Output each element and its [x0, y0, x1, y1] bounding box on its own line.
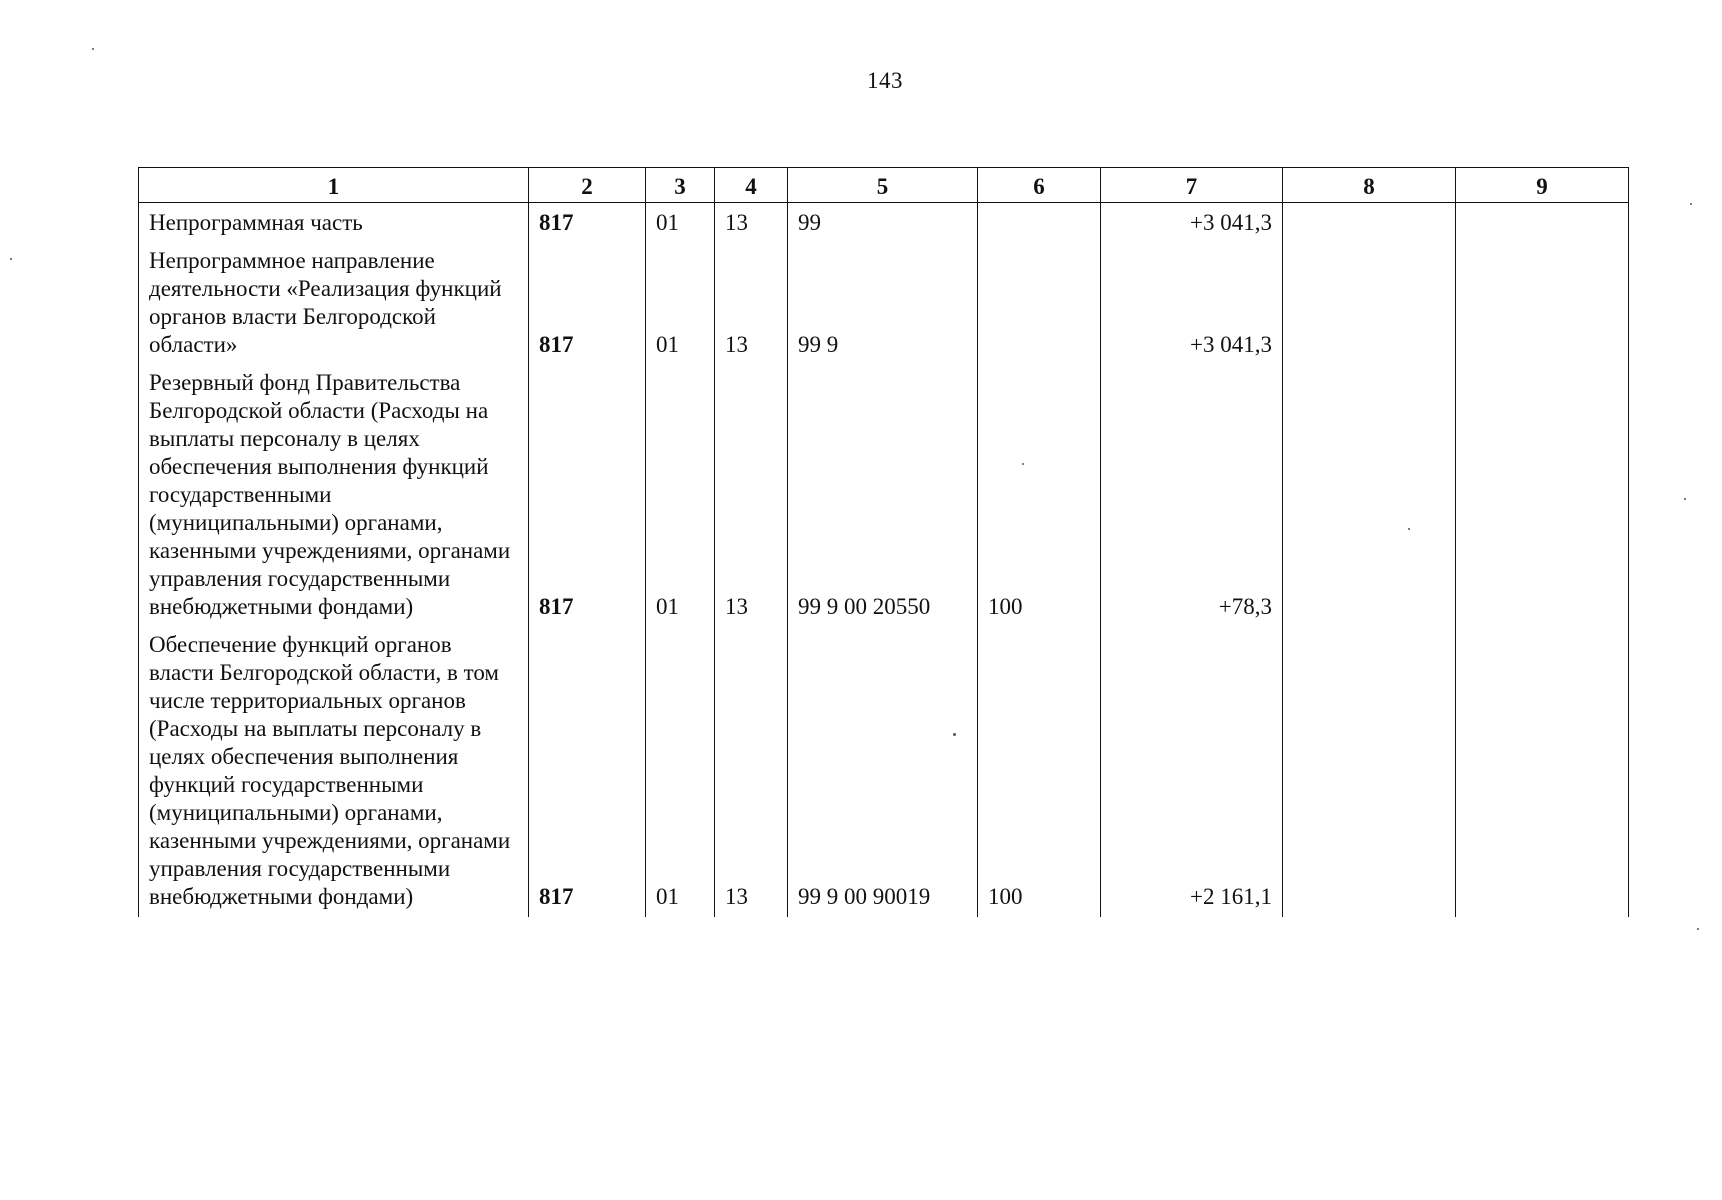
- scan-speck: [92, 48, 94, 50]
- row-name: Обеспечение функций органов власти Белгородской области, в том числе территориальных органов (Расходы на выплаты персоналу в целях обеспечения выполнения функций государственными (муниципальными) органами, казенными учреждениями, органами управления государственными внебюджетными фондами): [139, 627, 529, 917]
- row-section: 01: [646, 365, 715, 627]
- row-code: 817: [529, 365, 646, 627]
- header-col-5: 5: [788, 168, 978, 203]
- header-col-3: 3: [646, 168, 715, 203]
- row-section: 01: [646, 203, 715, 244]
- scan-speck: [1690, 203, 1692, 205]
- page-number: 143: [867, 68, 903, 93]
- row-expense-type: [978, 243, 1101, 365]
- row-code: 817: [529, 627, 646, 917]
- scan-speck: [1684, 498, 1686, 500]
- scan-speck: [1022, 463, 1024, 465]
- row-subsection: 13: [715, 365, 788, 627]
- row-col8: [1283, 365, 1456, 627]
- row-target: 99 9 00 90019: [788, 627, 978, 917]
- table-row: [139, 627, 1629, 917]
- row-subsection: 13: [715, 627, 788, 917]
- row-expense-type: 100: [978, 365, 1101, 627]
- row-code: 817: [529, 243, 646, 365]
- row-amount: +78,3: [1101, 365, 1283, 627]
- row-target: 99 9 00 20550: [788, 365, 978, 627]
- row-target: 99: [788, 203, 978, 244]
- row-amount: +3 041,3: [1101, 243, 1283, 365]
- table-row: [139, 203, 1629, 244]
- row-col9: [1456, 627, 1629, 917]
- row-col9: [1456, 243, 1629, 365]
- scan-speck: [10, 258, 12, 260]
- row-amount: +2 161,1: [1101, 627, 1283, 917]
- scan-speck: [1408, 528, 1410, 530]
- row-amount: +3 041,3: [1101, 203, 1283, 244]
- row-section: 01: [646, 243, 715, 365]
- budget-table: [138, 167, 1629, 917]
- row-expense-type: [978, 203, 1101, 244]
- scan-speck: [1697, 928, 1699, 930]
- table-row: [139, 243, 1629, 365]
- row-code: 817: [529, 203, 646, 244]
- header-col-2: 2: [529, 168, 646, 203]
- scan-speck: [953, 733, 956, 736]
- row-section: 01: [646, 627, 715, 917]
- row-col9: [1456, 203, 1629, 244]
- header-col-7: 7: [1101, 168, 1283, 203]
- row-subsection: 13: [715, 243, 788, 365]
- row-subsection: 13: [715, 203, 788, 244]
- row-col8: [1283, 243, 1456, 365]
- header-col-9: 9: [1456, 168, 1629, 203]
- row-col9: [1456, 365, 1629, 627]
- header-col-4: 4: [715, 168, 788, 203]
- row-name: Непрограммная часть: [139, 203, 529, 244]
- header-col-6: 6: [978, 168, 1101, 203]
- row-col8: [1283, 203, 1456, 244]
- header-col-8: 8: [1283, 168, 1456, 203]
- header-col-1: 1: [139, 168, 529, 203]
- table-row: [139, 365, 1629, 627]
- table-header-row: [139, 168, 1629, 203]
- row-col8: [1283, 627, 1456, 917]
- row-target: 99 9: [788, 243, 978, 365]
- row-expense-type: 100: [978, 627, 1101, 917]
- row-name: Непрограммное направление деятельности «Реализация функций органов власти Белгородской области»: [139, 243, 529, 365]
- row-name: Резервный фонд Правительства Белгородской области (Расходы на выплаты персоналу в целях обеспечения выполнения функций государственными (муниципальными) органами, казенными учреждениями, органами управления государственными внебюджетными фондами): [139, 365, 529, 627]
